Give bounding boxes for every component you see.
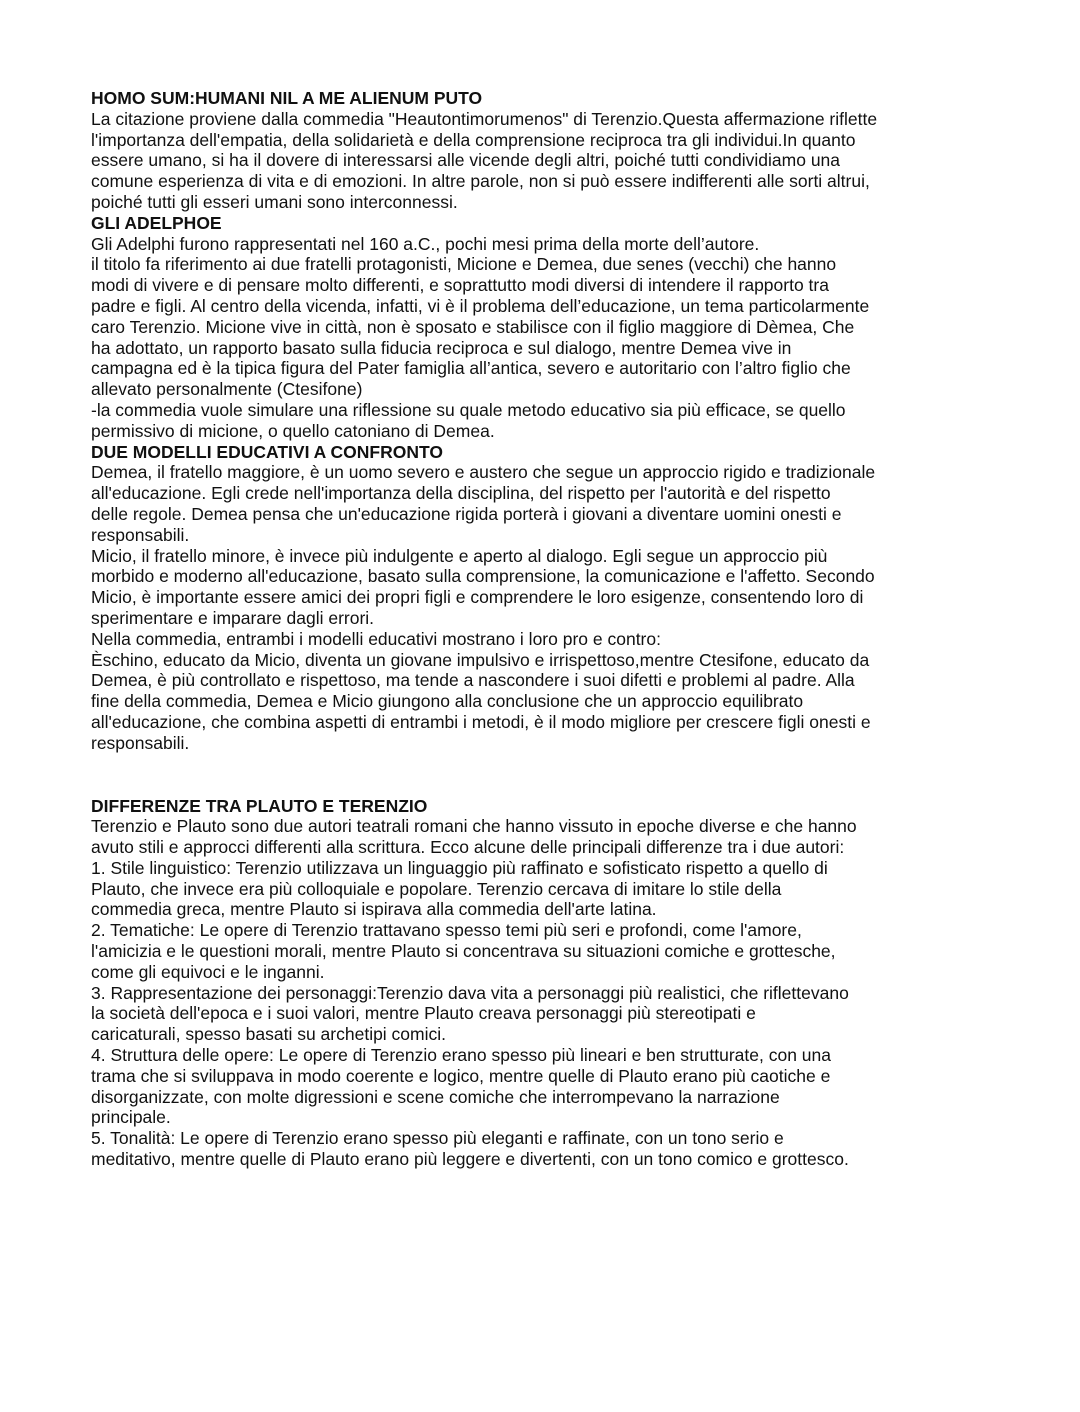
text-line: Plauto, che invece era più colloquiale e popolare. Terenzio cercava di imitare lo stile della (91, 878, 782, 899)
section-differenze (91, 796, 951, 1170)
text-line: trama che si sviluppava in modo coerente e logico, mentre quelle di Plauto erano più caotiche e (91, 1065, 831, 1086)
text-line: la società dell'epoca e i suoi valori, mentre Plauto creava personaggi più stereotipati e (91, 1003, 756, 1024)
text-line: all'educazione. Egli crede nell'importanza della disciplina, del rispetto per l'autorità e del rispetto (91, 483, 831, 504)
text-line: Micio, è importante essere amici dei propri figli e comprendere le loro esigenze, consentendo loro di (91, 587, 864, 608)
text-line: Nella commedia, entrambi i modelli educativi mostrano i loro pro e contro: (91, 628, 661, 649)
text-line: Èschino, educato da Micio, diventa un giovane impulsivo e irrispettoso,mentre Ctesifone, educato da (91, 649, 870, 670)
text-line: morbido e moderno all'educazione, basato sulla comprensione, la comunicazione e l'affetto. Secondo (91, 566, 875, 587)
section-homo-sum (91, 88, 951, 213)
text-line: il titolo fa riferimento ai due fratelli protagonisti, Micione e Demea, due senes (vecchi) che hanno (91, 254, 837, 275)
text-line: -la commedia vuole simulare una riflessione su quale metodo educativo sia più efficace, se quello (91, 399, 846, 420)
section-heading: DIFFERENZE TRA PLAUTO E TERENZIO (91, 795, 428, 816)
text-line: commedia greca, mentre Plauto si ispirava alla commedia dell'arte latina. (91, 899, 657, 920)
text-line: comune esperienza di vita e di emozioni. In altre parole, non si può essere indifferenti alle sorti altrui, (91, 171, 870, 192)
text-line: allevato personalmente (Ctesifone) (91, 379, 363, 400)
text-line: ha adottato, un rapporto basato sulla fiducia reciproca e sul dialogo, mentre Demea vive in (91, 337, 792, 358)
text-line: 5. Tonalità: Le opere di Terenzio erano spesso più eleganti e raffinate, con un tono serio e (91, 1128, 784, 1149)
section-heading: GLI ADELPHOE (91, 212, 222, 233)
text-line: essere umano, si ha il dovere di interessarsi alle vicende degli altri, poiché tutti condividiamo una (91, 150, 841, 171)
section-due-modelli (91, 442, 951, 754)
document-page (91, 88, 951, 1170)
text-line: disorganizzate, con molte digressioni e scene comiche che interrompevano la narrazione (91, 1086, 780, 1107)
text-line: meditativo, mentre quelle di Plauto erano più leggere e divertenti, con un tono comico e grottesco. (91, 1149, 849, 1170)
text-line: come gli equivoci e le inganni. (91, 961, 325, 982)
text-line: delle regole. Demea pensa che un'educazione rigida porterà i giovani a diventare uomini onesti e (91, 503, 842, 524)
text-line: Micio, il fratello minore, è invece più indulgente e aperto al dialogo. Egli segue un approccio più (91, 545, 828, 566)
text-line: La citazione proviene dalla commedia "Heautontimorumenos" di Terenzio.Questa affermazione riflette (91, 108, 878, 129)
text-line: modi di vivere e di pensare molto differenti, e soprattutto modi diversi di intendere il rapporto tra (91, 275, 829, 296)
text-line: l'amicizia e le questioni morali, mentre Plauto si concentrava su situazioni comiche e grottesche, (91, 941, 836, 962)
text-line: principale. (91, 1107, 171, 1128)
text-line: caricaturali, spesso basati su archetipi comici. (91, 1024, 447, 1045)
text-line: 1. Stile linguistico: Terenzio utilizzava un linguaggio più raffinato e sofisticato rispetto a quello di (91, 857, 828, 878)
text-line: Demea, è più controllato e rispettoso, ma tende a nascondere i suoi difetti e problemi al padre. Alla (91, 670, 855, 691)
text-line: all'educazione, che combina aspetti di entrambi i metodi, è il modo migliore per crescere figli onesti e (91, 711, 871, 732)
text-line: avuto stili e approcci differenti alla scrittura. Ecco alcune delle principali differenze tra i due autori: (91, 837, 845, 858)
section-adelphoe (91, 213, 951, 442)
section-spacer (91, 754, 951, 796)
text-line: Gli Adelphi furono rappresentati nel 160 a.C., pochi mesi prima della morte dell’autore. (91, 233, 760, 254)
text-line: caro Terenzio. Micione vive in città, non è sposato e stabilisce con il figlio maggiore di Dèmea, Che (91, 316, 855, 337)
text-line: Terenzio e Plauto sono due autori teatrali romani che hanno vissuto in epoche diverse e che hanno (91, 816, 857, 837)
section-heading: DUE MODELLI EDUCATIVI A CONFRONTO (91, 441, 443, 462)
section-heading: HOMO SUM:HUMANI NIL A ME ALIENUM PUTO (91, 88, 483, 108)
text-line: 2. Tematiche: Le opere di Terenzio trattavano spesso temi più seri e profondi, come l'amore, (91, 920, 802, 941)
text-line: l'importanza dell'empatia, della solidarietà e della comprensione reciproca tra gli individui.In quanto (91, 129, 856, 150)
text-line: responsabili. (91, 524, 190, 545)
text-line: Demea, il fratello maggiore, è un uomo severo e austero che segue un approccio rigido e tradizionale (91, 462, 876, 483)
text-line: padre e figli. Al centro della vicenda, infatti, vi è il problema dell’educazione, un tema particolarmente (91, 295, 870, 316)
text-line: 3. Rappresentazione dei personaggi:Terenzio dava vita a personaggi più realistici, che riflettevano (91, 982, 849, 1003)
text-line: responsabili. (91, 732, 190, 753)
text-line: campagna ed è la tipica figura del Pater famiglia all’antica, severo e autoritario con l’altro figlio che (91, 358, 851, 379)
text-line: permissivo di micione, o quello catoniano di Demea. (91, 420, 495, 441)
text-line: 4. Struttura delle opere: Le opere di Terenzio erano spesso più lineari e ben strutturate, con una (91, 1045, 832, 1066)
text-line: sperimentare e imparare dagli errori. (91, 607, 375, 628)
text-line: poiché tutti gli esseri umani sono interconnessi. (91, 191, 458, 212)
text-line: fine della commedia, Demea e Micio giungono alla conclusione che un approccio equilibrato (91, 691, 804, 712)
